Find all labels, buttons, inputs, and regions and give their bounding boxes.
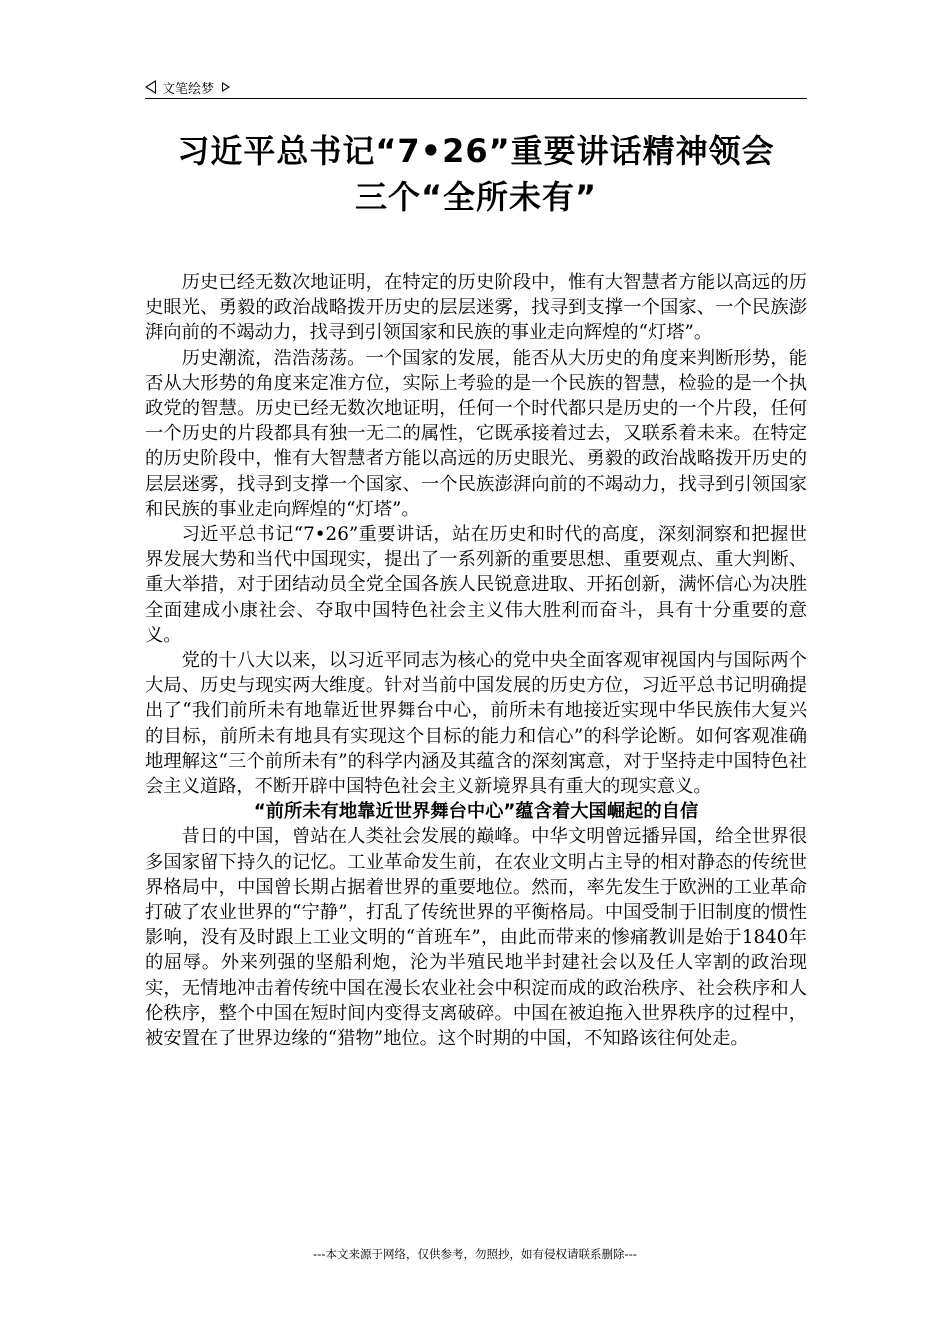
section-heading: “前所未有地靠近世界舞台中心”蕴含着大国崛起的自信 bbox=[253, 801, 699, 823]
paragraph-4: 党的十八大以来，以习近平同志为核心的党中央全面客观审视国内与国际两个大局、历史与现实两大维度。针对当前中国发展的历史方位，习近平总书记明确提出了“我们前所未有地靠近世界舞台中心，前所未有地接近实现中华民族伟大复兴的目标，前所未有地具有实现这个目标的能力和信心”的科学论断。如何客观准确地理解这“三个前所未有”的科学内涵及其蕴含的深刻寓意，对于坚持走中国特色社会主义道路，不断开辟中国特色社会主义新境界具有重大的现实意义。 bbox=[145, 650, 807, 798]
document-body bbox=[145, 270, 807, 1051]
header-text: 文笔绘梦 bbox=[162, 81, 215, 97]
page-footer: ---本文来源于网络，仅供参考，勿照抄，如有侵权请联系删除--- bbox=[313, 1247, 637, 1261]
title-line-2: 三个“全所未有” bbox=[354, 178, 598, 216]
paragraph-3: 习近平总书记“7•26”重要讲话，站在历史和时代的高度，深刻洞察和把握世界发展大势和当代中国现实，提出了一系列新的重要思想、重要观点、重大判断、重大举措，对于团结动员全党全国各族人民锐意进取、开拓创新，满怀信心为决胜全面建成小康社会、夺取中国特色社会主义伟大胜利而奋斗，具有十分重要的意义。 bbox=[145, 524, 807, 646]
section-paragraph: 昔日的中国，曾站在人类社会发展的巅峰。中华文明曾远播异国，给全世界很多国家留下持久的记忆。工业革命发生前，在农业文明占主导的相对静态的传统世界格局中，中国曾长期占据着世界的重要地位。然而，率先发生于欧洲的工业革命打破了农业世界的“宁静”，打乱了传统世界的平衡格局。中国受制于旧制度的惯性影响，没有及时跟上工业文明的“首班车”，由此而带来的惨痛教训是始于1840年的屈辱。外来列强的坚船利炮，沦为半殖民地半封建社会以及任人宰割的政治现实，无情地冲击着传统中国在漫长农业社会中积淀而成的政治秩序、社会秩序和人伦秩序，整个中国在短时间内变得支离破碎。中国在被迫拖入世界秩序的过程中，被安置在了世界边缘的“猎物”地位。这个时期的中国，不知路该往何处走。 bbox=[145, 826, 807, 1050]
title-line-1: 习近平总书记“7•26”重要讲话精神领会 bbox=[177, 132, 775, 170]
document-title bbox=[145, 128, 807, 220]
page-header bbox=[145, 76, 807, 99]
paragraph-2: 历史潮流，浩浩荡荡。一个国家的发展，能否从大历史的角度来判断形势，能否从大形势的角度来定准方位，实际上考验的是一个民族的智慧，检验的是一个执政党的智慧。历史已经无数次地证明，任何一个时代都只是历史的一个片段，任何一个历史的片段都具有独一无二的属性，它既承接着过去，又联系着未来。在特定的历史阶段中，惟有大智慧者方能以高远的历史眼光、勇毅的政治战略拨开历史的层层迷雾，找寻到支撑一个国家、一个民族澎湃向前的不竭动力，找寻到引领国家和民族的事业走向辉煌的“灯塔”。 bbox=[145, 347, 807, 520]
triangle-left-icon bbox=[145, 80, 156, 94]
triangle-right-icon bbox=[222, 82, 230, 92]
paragraph-1: 历史已经无数次地证明，在特定的历史阶段中，惟有大智慧者方能以高远的历史眼光、勇毅的政治战略拨开历史的层层迷雾，找寻到支撑一个国家、一个民族澎湃向前的不竭动力，找寻到引领国家和民族的事业走向辉煌的“灯塔”。 bbox=[145, 272, 807, 344]
